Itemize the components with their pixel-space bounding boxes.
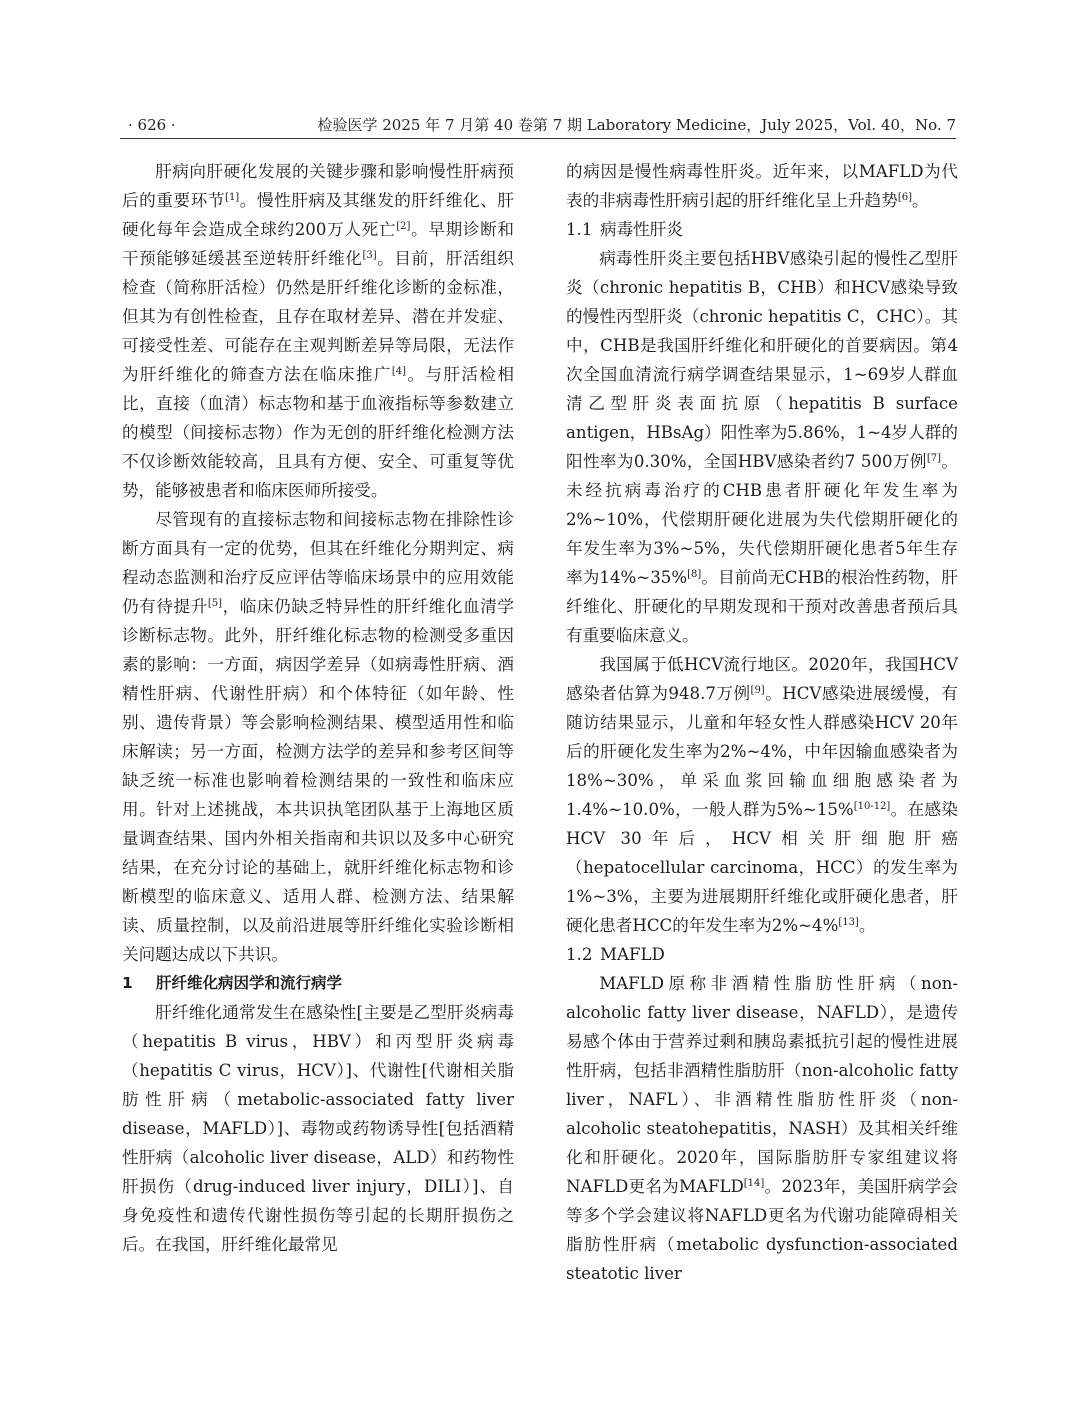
text-run: 。目前尚无CHB的根治性药物，肝纤维化、肝硬化的早期发现和干预对改善患者预后具有重要临床意义。 [566,568,958,645]
citation-ref: [7] [926,453,942,464]
citation-ref: [1] [225,192,240,203]
section-title: MAFLD [600,945,665,964]
text-run: 。2023年，美国肝病学会等多个学会建议将NAFLD更名为代谢功能障碍相关脂肪性肝病（metabolic dysfunction-associated steatotic liver [566,1177,958,1283]
paragraph [566,650,958,940]
text-run: 。慢性肝病及其继发的肝纤维化、肝硬化每年会造成全球约200万人死亡 [122,191,515,239]
paragraph [566,969,958,1288]
journal-citation: 检验医学 2025 年 7 月第 40 卷第 7 期 Laboratory Medicine，July 2025，Vol. 40，No. 7 [317,116,956,134]
text-run: MAFLD原称非酒精性脂肪性肝病（non-alcoholic fatty liver disease，NAFLD），是遗传易感个体由于营养过剩和胰岛素抵抗引起的慢性进展性肝病，包括非酒精性脂肪肝（non-alcoholic fatty liver，NAFL）、非酒精性脂肪性肝炎（non-alcoholic steatohepatitis，NASH）及其相关纤维化和肝硬化。2020年，国际脂肪肝专家组建议将NAFLD更名为MAFLD [566,974,958,1196]
section-heading [122,969,514,998]
citation-ref: [9] [750,685,765,696]
citation-ref: [6] [897,192,913,203]
text-run: 。 [858,916,876,935]
page-number: · 626 · [128,116,176,134]
subsection-heading [566,215,958,244]
right-column [566,157,958,1288]
section-number: 1.1 [566,220,593,239]
paragraph [122,157,514,505]
text-run: 肝病向肝硬化发展的关键步骤和影响慢性肝病预后的重要环节 [122,162,514,210]
text-run: 我国属于低HCV流行地区。2020年，我国HCV感染者估算为948.7万例 [566,655,958,703]
text-run: 。与肝活检相比，直接（血清）标志物和基于血液指标等参数建立的模型（间接标志物）作为无创的肝纤维化检测方法不仅诊断效能较高，且具有方便、安全、可重复等优势，能够被患者和临床医师所接受。 [122,365,515,500]
text-run: ，临床仍缺乏特异性的肝纤维化血清学诊断标志物。此外，肝纤维化标志物的检测受多重因素的影响：一方面，病因学差异（如病毒性肝病、酒精性肝病、代谢性肝病）和个体特征（如年龄、性别、遗传背景）等会影响检测结果、模型适用性和临床解读；另一方面，检测方法学的差异和参考区间等缺乏统一标准也影响着检测结果的一致性和临床应用。针对上述挑战，本共识执笔团队基于上海地区质量调查结果、国内外相关指南和共识以及多中心研究结果，在充分讨论的基础上，就肝纤维化标志物和诊断模型的临床意义、适用人群、检测方法、结果解读、质量控制，以及前沿进展等肝纤维化实验诊断相关问题达成以下共识。 [122,597,515,964]
citation-ref: [14] [743,1178,765,1189]
text-run: 的病因是慢性病毒性肝炎。近年来，以MAFLD为代表的非病毒性肝病引起的肝纤维化呈上升趋势 [566,162,958,210]
citation-ref: [5] [207,598,223,609]
left-column [122,157,514,1259]
paragraph [566,157,958,215]
section-title: 病毒性肝炎 [600,220,683,239]
citation-ref: [10-12] [853,801,891,812]
text-run: 病毒性肝炎主要包括HBV感染引起的慢性乙型肝炎（chronic hepatitis B，CHB）和HCV感染导致的慢性丙型肝炎（chronic hepatitis C，CHC）。其中，CHB是我国肝纤维化和肝硬化的首要病因。第4次全国血清流行病学调查结果显示，1~69岁人群血清乙型肝炎表面抗原（hepatitis B surface antigen，HBsAg）阳性率为5.86%，1~4岁人群的阳性率为0.30%，全国HBV感染者约7 500万例 [566,249,958,471]
section-title: 肝纤维化病因学和流行病学 [156,974,343,992]
citation-ref: [8] [687,569,702,580]
subsection-heading [566,940,958,969]
text-run: 。HCV感染进展缓慢，有随访结果显示，儿童和年轻女性人群感染HCV 20年后的肝硬化发生率为2%~4%，中年因输血感染者为18%~30%，单采血浆回输血细胞感染者为1.4%~10.0%，一般人群为5%~15% [566,684,958,819]
section-number: 1 [122,974,133,992]
text-run: 肝纤维化通常发生在感染性[主要是乙型肝炎病毒（hepatitis B virus，HBV）和丙型肝炎病毒（hepatitis C virus，HCV）]、代谢性[代谢相关脂肪性肝病（metabolic-associated fatty liver disease，MAFLD）]、毒物或药物诱导性[包括酒精性肝病（alcoholic liver disease，ALD）和药物性肝损伤（drug-induced liver injury，DILI）]、自身免疫性和遗传代谢性损伤等引起的长期肝损伤之后。在我国，肝纤维化最常见 [122,1003,514,1254]
section-number: 1.2 [566,945,593,964]
paragraph [122,998,514,1259]
running-header [120,112,956,138]
text-run: 。在感染HCV 30年后，HCV相关肝细胞肝癌（hepatocellular carcinoma，HCC）的发生率为1%~3%，主要为进展期肝纤维化或肝硬化患者，肝硬化患者HCC的年发生率为2%~4% [566,800,959,935]
text-run: 。未经抗病毒治疗的CHB患者肝硬化年发生率为2%~10%，代偿期肝硬化进展为失代偿期肝硬化的年发生率为3%~5%，失代偿期肝硬化患者5年生存率为14%~35% [566,452,958,587]
text-run: 。目前，肝活组织检查（简称肝活检）仍然是肝纤维化诊断的金标准，但其为有创性检查，且存在取材差异、潜在并发症、可接受性差、可能存在主观判断差异等局限，无法作为肝纤维化的筛查方法在临床推广 [122,249,515,384]
citation-ref: [13] [838,917,859,928]
text-run: 尽管现有的直接标志物和间接标志物在排除性诊断方面具有一定的优势，但其在纤维化分期判定、病程动态监测和治疗反应评估等临床场景中的应用效能仍有待提升 [122,510,514,616]
citation-ref: [3] [362,250,377,261]
text-run: 。早期诊断和干预能够延缓甚至逆转肝纤维化 [122,220,515,268]
paragraph [122,505,514,969]
citation-ref: [2] [396,221,411,232]
header-rule [120,138,956,139]
citation-ref: [4] [391,366,407,377]
text-run: 。 [912,191,929,210]
paragraph [566,244,958,650]
